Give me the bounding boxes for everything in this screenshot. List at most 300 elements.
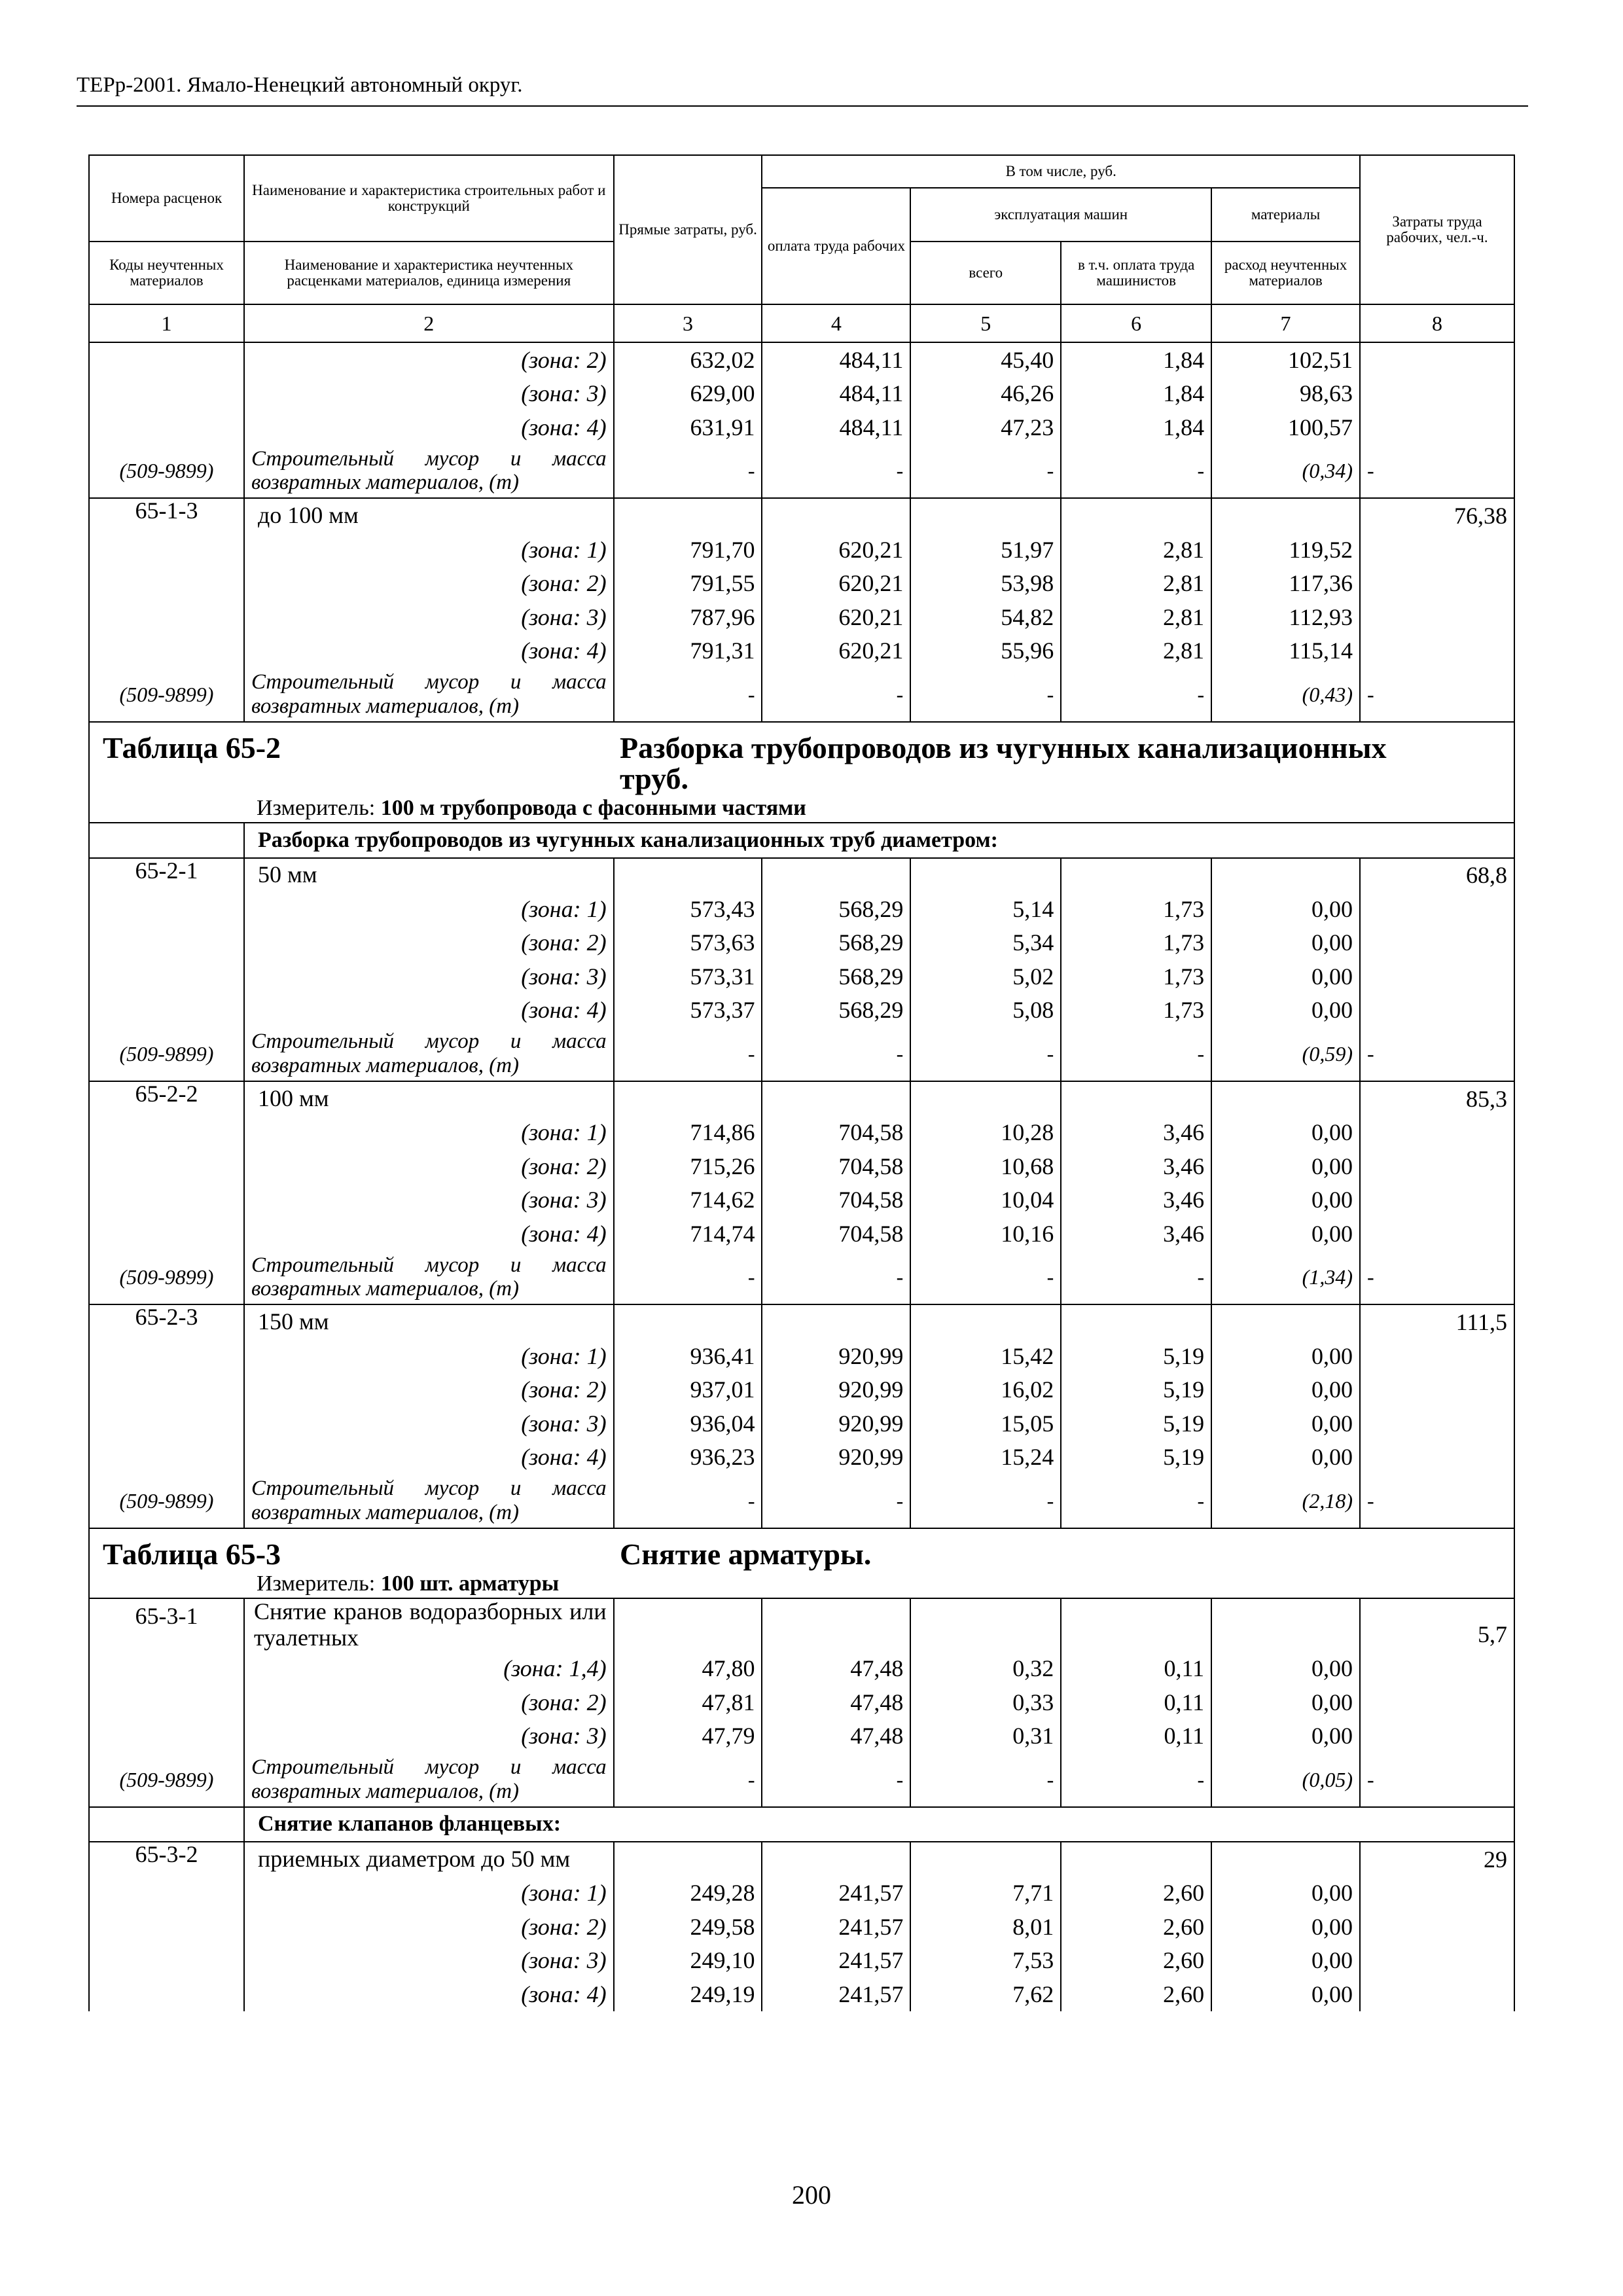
empty-cell — [1360, 1685, 1514, 1719]
empty-cell — [89, 342, 244, 377]
direct-cost: 573,43 — [614, 892, 762, 926]
empty-cell — [762, 498, 910, 533]
empty-cell — [89, 410, 244, 444]
empty-cell — [614, 1598, 762, 1651]
materials-cost: 102,51 — [1211, 342, 1360, 377]
labor-pay: 920,99 — [762, 1339, 910, 1373]
materials-cost: 0,00 — [1211, 1440, 1360, 1474]
labor-pay: 620,21 — [762, 600, 910, 634]
empty-cell — [1061, 1842, 1211, 1876]
zone-row — [89, 600, 1514, 634]
material-row — [89, 1753, 1514, 1807]
empty-cell — [614, 1842, 762, 1876]
zone-label: (зона: 3) — [244, 1719, 614, 1753]
empty-cell — [1360, 566, 1514, 600]
machinists-pay: 1,84 — [1061, 342, 1211, 377]
machinists-pay: 2,60 — [1061, 1977, 1211, 2011]
col-num: 6 — [1061, 304, 1211, 342]
empty-cell — [614, 1304, 762, 1339]
material-desc: Строительный мусор и масса возвратных материалов, (т) — [244, 668, 614, 722]
empty-cell — [1211, 858, 1360, 893]
empty-cell — [910, 1598, 1061, 1651]
empty-cell — [89, 1116, 244, 1150]
rate-row — [89, 1842, 1514, 1876]
material-desc: Строительный мусор и масса возвратных материалов, (т) — [244, 1474, 614, 1528]
dash-cell: - — [1360, 1474, 1514, 1528]
empty-cell — [1360, 1183, 1514, 1217]
zone-label: (зона: 4) — [244, 1977, 614, 2011]
material-code: (509-9899) — [89, 1474, 244, 1528]
dash-cell: - — [1360, 668, 1514, 722]
direct-cost: 249,58 — [614, 1910, 762, 1944]
machines-total: 45,40 — [910, 342, 1061, 377]
dash-cell: - — [1061, 1474, 1211, 1528]
labor-pay: 568,29 — [762, 892, 910, 926]
materials-cost: 0,00 — [1211, 1339, 1360, 1373]
empty-cell — [1360, 1440, 1514, 1474]
labor-cost: 85,3 — [1360, 1081, 1514, 1116]
dash-cell: - — [1360, 444, 1514, 499]
zone-row — [89, 1217, 1514, 1251]
direct-cost: 249,10 — [614, 1944, 762, 1978]
empty-cell — [89, 1407, 244, 1441]
labor-pay: 920,99 — [762, 1440, 910, 1474]
empty-cell — [1360, 1876, 1514, 1910]
zone-label: (зона: 3) — [244, 1183, 614, 1217]
zone-row — [89, 892, 1514, 926]
material-value: (0,05) — [1211, 1753, 1360, 1807]
col-head-code-materials: Коды неучтенных материалов — [89, 242, 244, 304]
machinists-pay: 3,46 — [1061, 1183, 1211, 1217]
col-head-machinists-pay: в т.ч. оплата труда машинистов — [1061, 242, 1211, 304]
empty-cell — [1360, 533, 1514, 567]
labor-cost: 68,8 — [1360, 858, 1514, 893]
dash-cell: - — [910, 668, 1061, 722]
empty-cell — [89, 1719, 244, 1753]
zone-row — [89, 1651, 1514, 1685]
dash-cell: - — [910, 1251, 1061, 1305]
zone-row — [89, 1372, 1514, 1407]
empty-cell — [1211, 1598, 1360, 1651]
zone-row — [89, 634, 1514, 668]
machinists-pay: 5,19 — [1061, 1339, 1211, 1373]
dash-cell: - — [614, 668, 762, 722]
meter-value: 100 м трубопровода с фасонными частями — [380, 795, 806, 820]
empty-cell — [89, 1651, 244, 1685]
machines-total: 10,68 — [910, 1149, 1061, 1183]
direct-cost: 249,28 — [614, 1876, 762, 1910]
zone-label: (зона: 2) — [244, 926, 614, 960]
machinists-pay: 5,19 — [1061, 1407, 1211, 1441]
machinists-pay: 1,84 — [1061, 377, 1211, 411]
empty-cell — [762, 1304, 910, 1339]
direct-cost: 714,74 — [614, 1217, 762, 1251]
meter-label: Измеритель: — [257, 795, 376, 820]
zone-label: (зона: 4) — [244, 410, 614, 444]
materials-cost: 0,00 — [1211, 1685, 1360, 1719]
col-head-group: В том числе, руб. — [762, 155, 1360, 188]
rate-code: 65-2-1 — [89, 858, 244, 893]
labor-pay: 704,58 — [762, 1183, 910, 1217]
direct-cost: 573,63 — [614, 926, 762, 960]
zone-label: (зона: 3) — [244, 1944, 614, 1978]
empty-cell — [1360, 960, 1514, 994]
col-num: 5 — [910, 304, 1061, 342]
empty-cell — [910, 1081, 1061, 1116]
machines-total: 46,26 — [910, 377, 1061, 411]
empty-cell — [89, 994, 244, 1028]
empty-cell — [762, 1081, 910, 1116]
empty-cell — [89, 377, 244, 411]
zone-label: (зона: 2) — [244, 1149, 614, 1183]
material-code: (509-9899) — [89, 444, 244, 499]
empty-cell — [1360, 342, 1514, 377]
empty-cell — [1360, 1719, 1514, 1753]
table-label: Таблица 65-2 — [103, 730, 281, 764]
zone-label: (зона: 2) — [244, 1372, 614, 1407]
empty-cell — [910, 498, 1061, 533]
table-meter — [257, 795, 1501, 823]
material-row — [89, 1027, 1514, 1081]
empty-cell — [1360, 634, 1514, 668]
dash-cell: - — [614, 1753, 762, 1807]
machines-total: 55,96 — [910, 634, 1061, 668]
machinists-pay: 2,81 — [1061, 566, 1211, 600]
machines-total: 51,97 — [910, 533, 1061, 567]
material-value: (0,34) — [1211, 444, 1360, 499]
zone-label: (зона: 4) — [244, 634, 614, 668]
zone-label: (зона: 3) — [244, 960, 614, 994]
table-label: Таблица 65-3 — [103, 1537, 281, 1571]
dash-cell: - — [1360, 1251, 1514, 1305]
empty-cell — [1061, 1081, 1211, 1116]
machines-total: 53,98 — [910, 566, 1061, 600]
empty-cell — [89, 1183, 244, 1217]
labor-cost: 5,7 — [1360, 1598, 1514, 1651]
machinists-pay: 2,60 — [1061, 1910, 1211, 1944]
machinists-pay: 2,60 — [1061, 1944, 1211, 1978]
materials-cost: 0,00 — [1211, 1719, 1360, 1753]
direct-cost: 936,04 — [614, 1407, 762, 1441]
machines-total: 7,53 — [910, 1944, 1061, 1978]
direct-cost: 249,19 — [614, 1977, 762, 2011]
empty-cell — [1211, 1842, 1360, 1876]
col-head-direct: Прямые затраты, руб. — [614, 155, 762, 304]
machines-total: 16,02 — [910, 1372, 1061, 1407]
direct-cost: 714,86 — [614, 1116, 762, 1150]
empty-cell — [1061, 1304, 1211, 1339]
machines-total: 5,08 — [910, 994, 1061, 1028]
col-head-labor-cost: Затраты труда рабочих, чел.-ч. — [1360, 155, 1514, 304]
dash-cell: - — [614, 1251, 762, 1305]
table-title-row — [89, 722, 1514, 823]
machinists-pay: 1,73 — [1061, 960, 1211, 994]
empty-cell — [614, 1081, 762, 1116]
rate-name: приемных диаметром до 50 мм — [244, 1842, 614, 1876]
subheader-row — [89, 1807, 1514, 1842]
materials-cost: 117,36 — [1211, 566, 1360, 600]
empty-cell — [1211, 1081, 1360, 1116]
empty-cell — [762, 1598, 910, 1651]
zone-row — [89, 1719, 1514, 1753]
machines-total: 15,05 — [910, 1407, 1061, 1441]
empty-cell — [89, 634, 244, 668]
dash-cell: - — [614, 444, 762, 499]
materials-cost: 0,00 — [1211, 1407, 1360, 1441]
materials-cost: 0,00 — [1211, 994, 1360, 1028]
col-head-name-materials: Наименование и характеристика неучтенных расценками материалов, единица измерения — [244, 242, 614, 304]
labor-cost: 111,5 — [1360, 1304, 1514, 1339]
materials-cost: 0,00 — [1211, 892, 1360, 926]
direct-cost: 791,55 — [614, 566, 762, 600]
machinists-pay: 1,73 — [1061, 926, 1211, 960]
empty-cell — [1360, 926, 1514, 960]
machines-total: 0,32 — [910, 1651, 1061, 1685]
direct-cost: 787,96 — [614, 600, 762, 634]
rate-name: Снятие кранов водоразборных или туалетных — [244, 1598, 614, 1651]
machinists-pay: 2,60 — [1061, 1876, 1211, 1910]
labor-pay: 484,11 — [762, 410, 910, 444]
zone-row — [89, 1876, 1514, 1910]
zone-label: (зона: 2) — [244, 566, 614, 600]
empty-cell — [89, 533, 244, 567]
materials-cost: 0,00 — [1211, 1977, 1360, 2011]
rate-row — [89, 1598, 1514, 1651]
direct-cost: 937,01 — [614, 1372, 762, 1407]
labor-pay: 47,48 — [762, 1651, 910, 1685]
col-head-machines: эксплуатация машин — [910, 188, 1211, 242]
labor-pay: 484,11 — [762, 342, 910, 377]
zone-row — [89, 1944, 1514, 1978]
direct-cost: 47,81 — [614, 1685, 762, 1719]
col-num: 7 — [1211, 304, 1360, 342]
direct-cost: 936,41 — [614, 1339, 762, 1373]
labor-pay: 47,48 — [762, 1685, 910, 1719]
machinists-pay: 2,81 — [1061, 600, 1211, 634]
subheader: Снятие клапанов фланцевых: — [244, 1807, 1514, 1842]
direct-cost: 631,91 — [614, 410, 762, 444]
materials-cost: 0,00 — [1211, 1876, 1360, 1910]
dash-cell: - — [1360, 1753, 1514, 1807]
table-title: Разборка трубопроводов из чугунных канализационных труб. — [620, 730, 1387, 795]
machines-total: 15,42 — [910, 1339, 1061, 1373]
materials-cost: 119,52 — [1211, 533, 1360, 567]
direct-cost: 936,23 — [614, 1440, 762, 1474]
labor-pay: 241,57 — [762, 1876, 910, 1910]
empty-cell — [910, 1842, 1061, 1876]
zone-label: (зона: 1) — [244, 1876, 614, 1910]
dash-cell: - — [1061, 1251, 1211, 1305]
zone-label: (зона: 1) — [244, 1116, 614, 1150]
machines-total: 0,33 — [910, 1685, 1061, 1719]
labor-pay: 241,57 — [762, 1944, 910, 1978]
dash-cell: - — [762, 444, 910, 499]
subheader-code — [89, 823, 244, 858]
zone-label: (зона: 4) — [244, 1440, 614, 1474]
direct-cost: 573,31 — [614, 960, 762, 994]
header-rule — [77, 105, 1528, 107]
direct-cost: 47,79 — [614, 1719, 762, 1753]
rate-code: 65-1-3 — [89, 498, 244, 533]
empty-cell — [89, 1372, 244, 1407]
col-head-materials-unaccounted: расход неучтенных материалов — [1211, 242, 1360, 304]
empty-cell — [1360, 410, 1514, 444]
material-row — [89, 1251, 1514, 1305]
rate-name: 100 мм — [244, 1081, 614, 1116]
zone-label: (зона: 2) — [244, 342, 614, 377]
materials-cost: 0,00 — [1211, 1183, 1360, 1217]
empty-cell — [1061, 858, 1211, 893]
material-desc: Строительный мусор и масса возвратных материалов, (т) — [244, 1251, 614, 1305]
labor-pay: 620,21 — [762, 566, 910, 600]
col-head-labor-pay: оплата труда рабочих — [762, 188, 910, 304]
direct-cost: 791,70 — [614, 533, 762, 567]
materials-cost: 0,00 — [1211, 960, 1360, 994]
machinists-pay: 1,73 — [1061, 994, 1211, 1028]
material-desc: Строительный мусор и масса возвратных материалов, (т) — [244, 444, 614, 499]
empty-cell — [1061, 1598, 1211, 1651]
materials-cost: 0,00 — [1211, 1944, 1360, 1978]
empty-cell — [89, 1944, 244, 1978]
machines-total: 5,02 — [910, 960, 1061, 994]
labor-pay: 568,29 — [762, 994, 910, 1028]
materials-cost: 115,14 — [1211, 634, 1360, 668]
direct-cost: 47,80 — [614, 1651, 762, 1685]
empty-cell — [1211, 1304, 1360, 1339]
labor-pay: 620,21 — [762, 634, 910, 668]
empty-cell — [1360, 1944, 1514, 1978]
material-code: (509-9899) — [89, 1753, 244, 1807]
col-head-code: Номера расценок — [89, 155, 244, 242]
labor-cost: 29 — [1360, 1842, 1514, 1876]
labor-pay: 704,58 — [762, 1217, 910, 1251]
labor-pay: 241,57 — [762, 1977, 910, 2011]
zone-row — [89, 960, 1514, 994]
zone-row — [89, 1685, 1514, 1719]
labor-pay: 920,99 — [762, 1407, 910, 1441]
col-num: 8 — [1360, 304, 1514, 342]
empty-cell — [89, 1149, 244, 1183]
labor-pay: 704,58 — [762, 1116, 910, 1150]
rate-row — [89, 498, 1514, 533]
labor-pay: 620,21 — [762, 533, 910, 567]
dash-cell: - — [762, 668, 910, 722]
zone-label: (зона: 4) — [244, 1217, 614, 1251]
dash-cell: - — [1061, 668, 1211, 722]
machinists-pay: 3,46 — [1061, 1116, 1211, 1150]
zone-row — [89, 377, 1514, 411]
zone-row — [89, 1440, 1514, 1474]
zone-row — [89, 410, 1514, 444]
machines-total: 5,34 — [910, 926, 1061, 960]
machines-total: 0,31 — [910, 1719, 1061, 1753]
direct-cost: 715,26 — [614, 1149, 762, 1183]
empty-cell — [1360, 1651, 1514, 1685]
zone-row — [89, 1339, 1514, 1373]
machinists-pay: 5,19 — [1061, 1372, 1211, 1407]
dash-cell: - — [1061, 444, 1211, 499]
materials-cost: 0,00 — [1211, 1217, 1360, 1251]
dash-cell: - — [762, 1251, 910, 1305]
labor-pay: 241,57 — [762, 1910, 910, 1944]
zone-label: (зона: 2) — [244, 1685, 614, 1719]
table-title: Снятие арматуры. — [620, 1537, 872, 1571]
machinists-pay: 3,46 — [1061, 1217, 1211, 1251]
dash-cell: - — [762, 1753, 910, 1807]
zone-row — [89, 1116, 1514, 1150]
empty-cell — [1360, 377, 1514, 411]
meter-value: 100 шт. арматуры — [380, 1571, 560, 1596]
materials-cost: 98,63 — [1211, 377, 1360, 411]
empty-cell — [89, 1910, 244, 1944]
empty-cell — [614, 858, 762, 893]
dash-cell: - — [762, 1027, 910, 1081]
material-desc: Строительный мусор и масса возвратных материалов, (т) — [244, 1027, 614, 1081]
empty-cell — [89, 926, 244, 960]
table-meter — [257, 1570, 1501, 1598]
empty-cell — [89, 1977, 244, 2011]
subheader-code — [89, 1807, 244, 1842]
zone-row — [89, 1977, 1514, 2011]
zone-row — [89, 994, 1514, 1028]
machines-total: 7,71 — [910, 1876, 1061, 1910]
machines-total: 47,23 — [910, 410, 1061, 444]
zone-row — [89, 1183, 1514, 1217]
material-code: (509-9899) — [89, 1027, 244, 1081]
empty-cell — [89, 1876, 244, 1910]
rate-row — [89, 1081, 1514, 1116]
empty-cell — [910, 1304, 1061, 1339]
rates-table — [88, 154, 1515, 2011]
empty-cell — [1360, 1339, 1514, 1373]
direct-cost: 629,00 — [614, 377, 762, 411]
rate-row — [89, 858, 1514, 893]
empty-cell — [1360, 1149, 1514, 1183]
rate-code: 65-2-3 — [89, 1304, 244, 1339]
zone-row — [89, 342, 1514, 377]
machinists-pay: 1,73 — [1061, 892, 1211, 926]
dash-cell: - — [762, 1474, 910, 1528]
table-title-block — [89, 1528, 1514, 1598]
col-num: 4 — [762, 304, 910, 342]
material-row — [89, 668, 1514, 722]
material-value: (2,18) — [1211, 1474, 1360, 1528]
rate-code: 65-2-2 — [89, 1081, 244, 1116]
rate-code: 65-3-1 — [89, 1598, 244, 1651]
empty-cell — [89, 1685, 244, 1719]
direct-cost: 573,37 — [614, 994, 762, 1028]
empty-cell — [1061, 498, 1211, 533]
subheader: Разборка трубопроводов из чугунных канализационных труб диаметром: — [244, 823, 1514, 858]
zone-row — [89, 1407, 1514, 1441]
empty-cell — [89, 892, 244, 926]
rate-row — [89, 1304, 1514, 1339]
materials-cost: 112,93 — [1211, 600, 1360, 634]
labor-pay: 47,48 — [762, 1719, 910, 1753]
zone-label: (зона: 3) — [244, 600, 614, 634]
material-value: (0,43) — [1211, 668, 1360, 722]
empty-cell — [1360, 1407, 1514, 1441]
col-head-name: Наименование и характеристика строительных работ и конструкций — [244, 155, 614, 242]
empty-cell — [1360, 1977, 1514, 2011]
dash-cell: - — [1061, 1753, 1211, 1807]
empty-cell — [89, 1440, 244, 1474]
zone-row — [89, 926, 1514, 960]
machinists-pay: 0,11 — [1061, 1685, 1211, 1719]
zone-row — [89, 1149, 1514, 1183]
empty-cell — [1211, 498, 1360, 533]
materials-cost: 0,00 — [1211, 926, 1360, 960]
